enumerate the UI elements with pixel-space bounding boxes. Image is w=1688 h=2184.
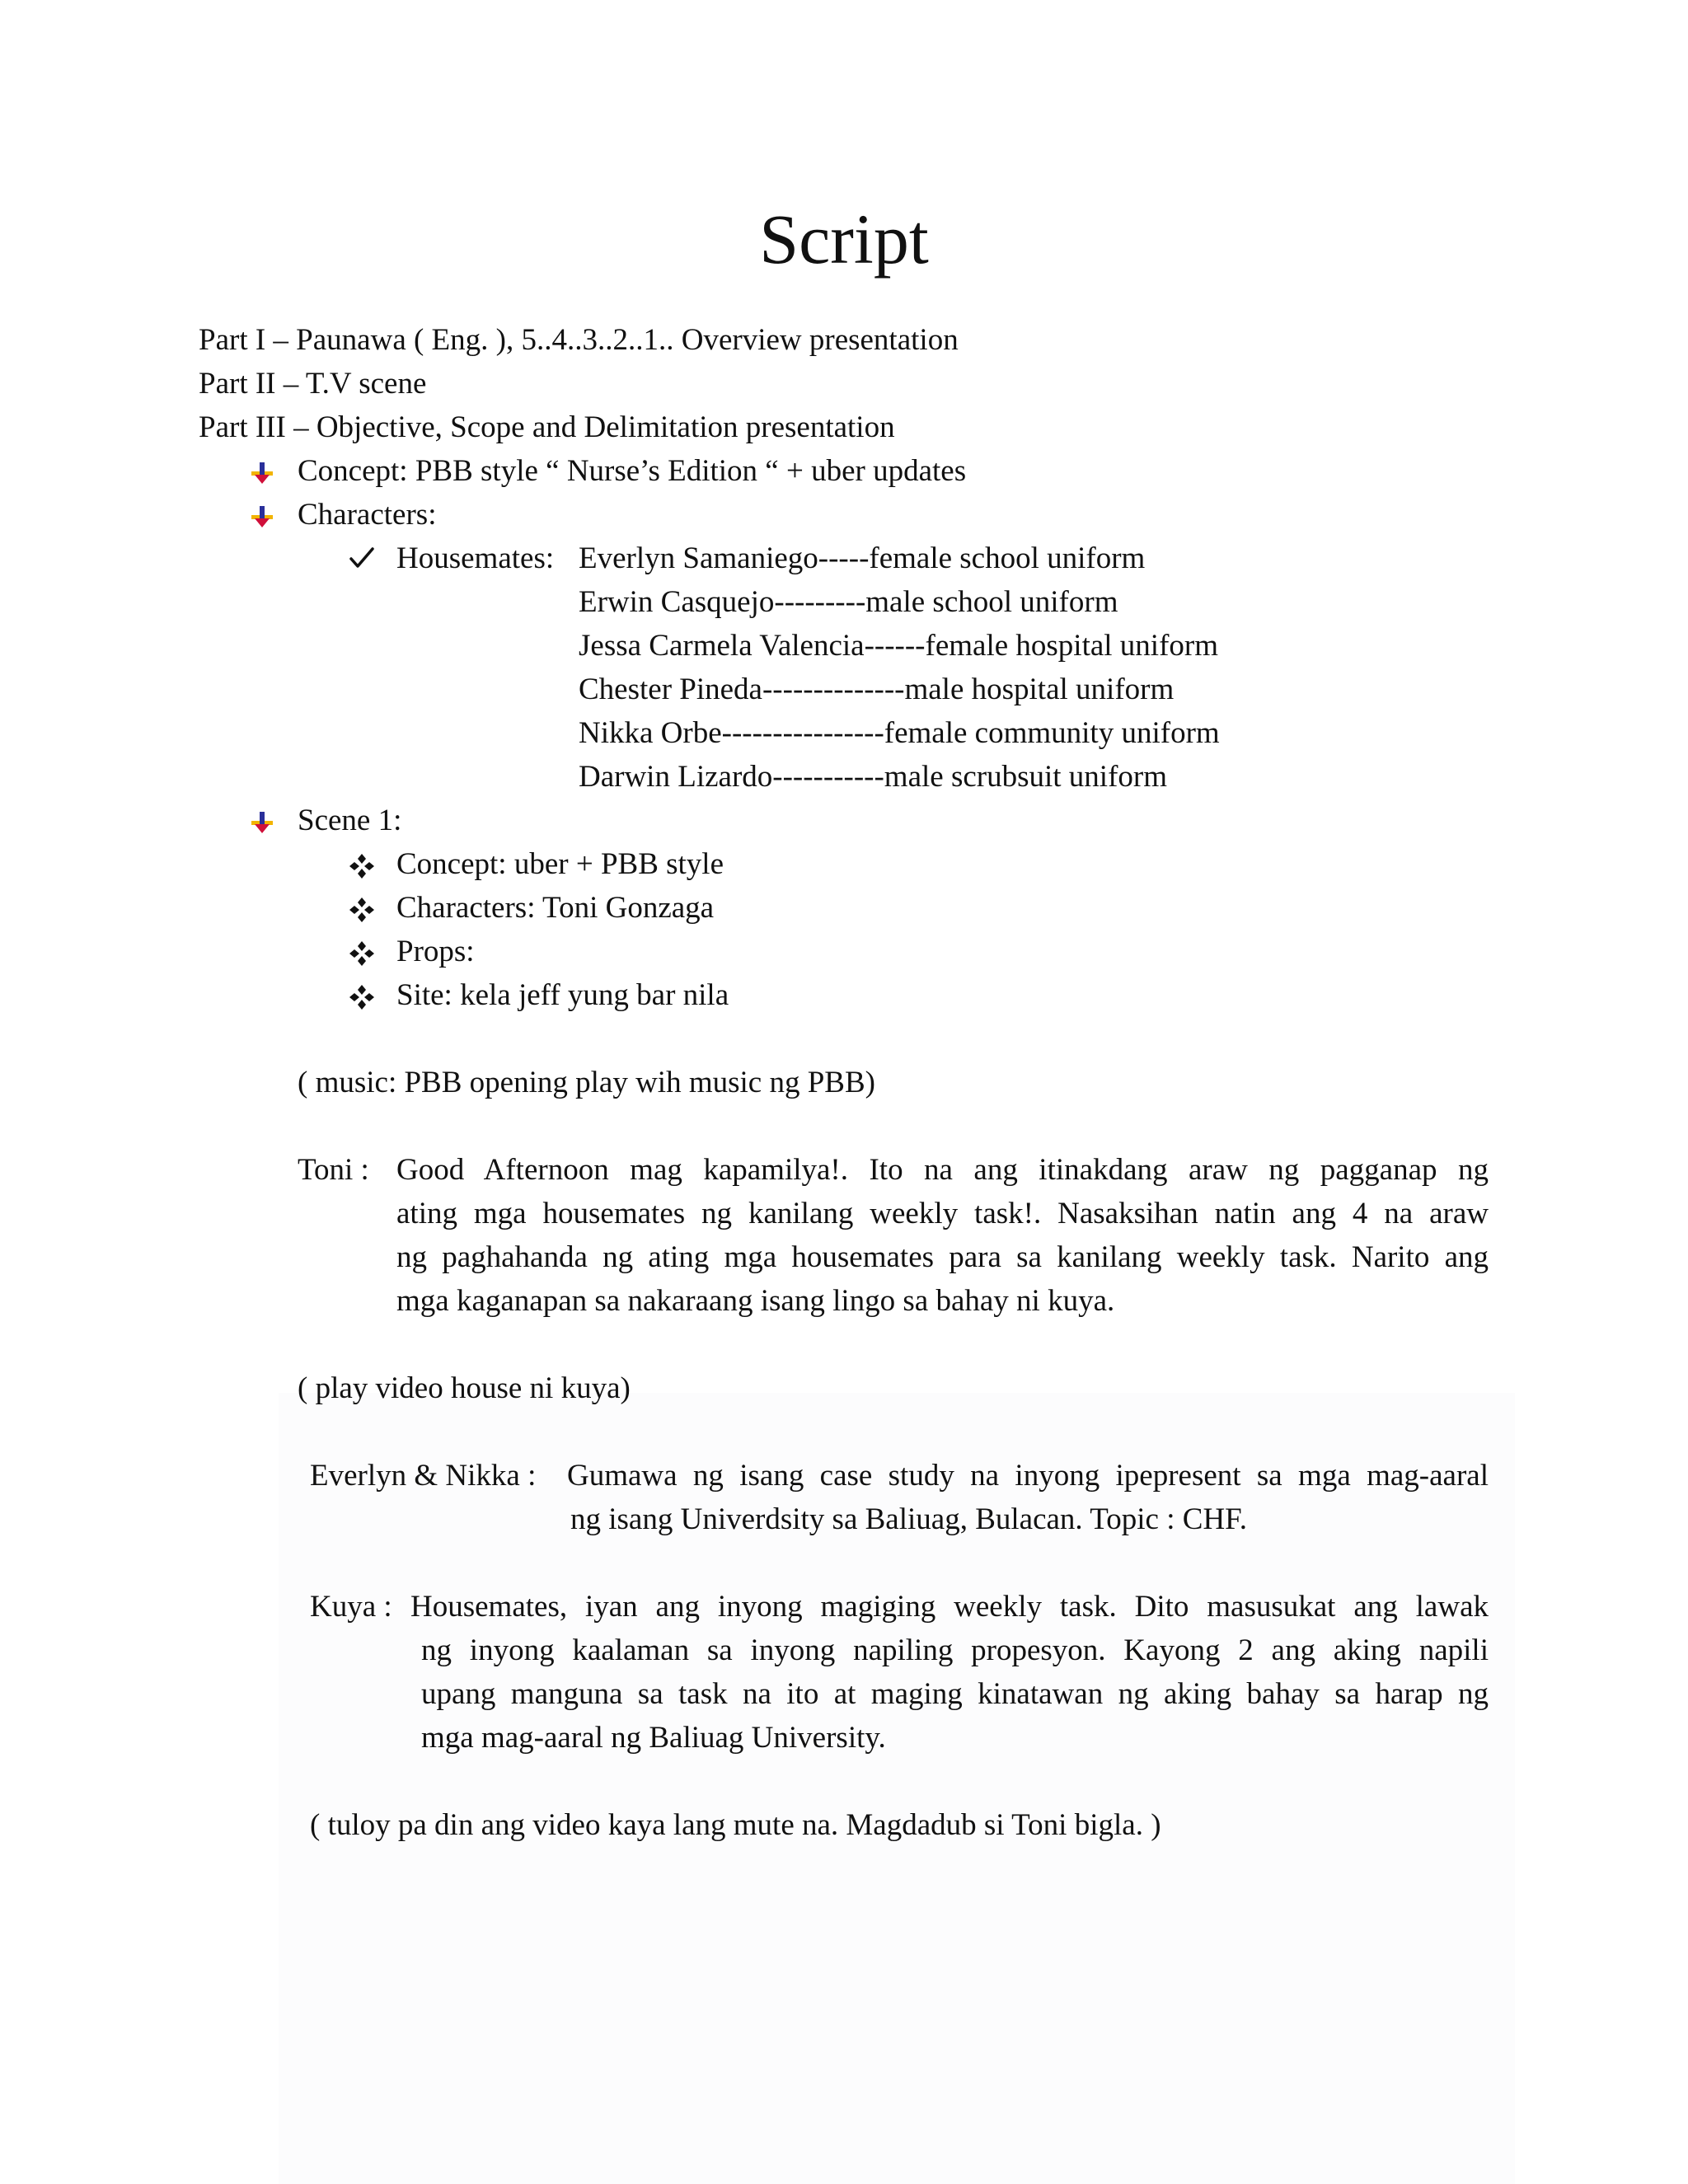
video-note: ( play video house ni kuya) xyxy=(298,1371,631,1405)
housemate-line: Chester Pineda--------------male hospital uniform xyxy=(579,673,1175,706)
toni-speaker: Toni : xyxy=(298,1153,369,1187)
scene1-item: Characters: Toni Gonzaga xyxy=(396,891,715,925)
characters-label: Characters: xyxy=(298,498,437,532)
dialogue-line: mga kaganapan sa nakaraang isang lingo sa bahay ni kuya. xyxy=(396,1284,1115,1318)
four-diamond-bullet-icon xyxy=(348,852,376,880)
housemate-line: Jessa Carmela Valencia------female hospital uniform xyxy=(579,629,1219,663)
kuya-dialogue-first xyxy=(410,1585,1489,1629)
dialogue-line: ng inyong kaalaman sa inyong napiling propesyon. Kayong 2 ang aking napili xyxy=(421,1633,1489,1667)
dialogue-line: ating mga housemates ng kanilang weekly task!. Nasaksihan natin ang 4 na araw xyxy=(396,1197,1489,1230)
everlyn-nikka-speaker: Everlyn & Nikka : xyxy=(310,1459,537,1493)
kuya-dialogue xyxy=(421,1629,1489,1760)
dialogue-line: mga mag-aaral ng Baliuag University. xyxy=(421,1721,886,1755)
toni-dialogue xyxy=(396,1148,1489,1323)
part-2: Part II – T.V scene xyxy=(199,367,427,401)
scene1-item: Site: kela jeff yung bar nila xyxy=(396,978,729,1012)
page-title: Script xyxy=(759,199,929,279)
housemate-line: Nikka Orbe----------------female community uniform xyxy=(579,716,1220,750)
closing-note: ( tuloy pa din ang video kaya lang mute na. Magdadub si Toni bigla. ) xyxy=(310,1808,1161,1842)
four-diamond-bullet-icon xyxy=(348,940,376,968)
arrow-down-bullet-icon xyxy=(250,810,274,835)
housemate-line: Everlyn Samaniego-----female school uniform xyxy=(579,541,1146,575)
arrow-down-bullet-icon xyxy=(250,461,274,485)
kuya-speaker: Kuya : xyxy=(310,1590,392,1624)
dialogue-line: Good Afternoon mag kapamilya!. Ito na ang itinakdang araw ng pagganap ng xyxy=(396,1153,1489,1187)
scene1-item: Props: xyxy=(396,935,475,968)
dialogue-line: upang manguna sa task na ito at maging kinatawan ng aking bahay sa harap ng xyxy=(421,1677,1489,1711)
four-diamond-bullet-icon xyxy=(348,896,376,924)
music-note: ( music: PBB opening play wih music ng PBB) xyxy=(298,1066,875,1099)
housemate-line: Erwin Casquejo---------male school uniform xyxy=(579,585,1118,619)
concept-line: Concept: PBB style “ Nurse’s Edition “ + uber updates xyxy=(298,454,967,488)
part-1: Part I – Paunawa ( Eng. ), 5..4..3..2..1.. Overview presentation xyxy=(199,323,959,357)
arrow-down-bullet-icon xyxy=(250,504,274,529)
part-3: Part III – Objective, Scope and Delimitation presentation xyxy=(199,410,895,444)
housemate-line: Darwin Lizardo-----------male scrubsuit uniform xyxy=(579,760,1168,794)
dialogue-line: ng isang Univerdsity sa Baliuag, Bulacan. Topic : CHF. xyxy=(570,1502,1248,1536)
housemates-label: Housemates: xyxy=(396,541,555,575)
dialogue-line: ng paghahanda ng ating mga housemates para sa kanilang weekly task. Narito ang xyxy=(396,1240,1489,1274)
dialogue-line: Housemates, iyan ang inyong magiging weekly task. Dito masusukat ang lawak xyxy=(410,1590,1489,1624)
scene1-item: Concept: uber + PBB style xyxy=(396,847,724,881)
dialogue-line: Gumawa ng isang case study na inyong ipepresent sa mga mag-aaral xyxy=(567,1459,1489,1493)
checkmark-icon xyxy=(348,544,376,572)
scene1-label: Scene 1: xyxy=(298,804,402,837)
four-diamond-bullet-icon xyxy=(348,983,376,1011)
everlyn-nikka-dialogue xyxy=(567,1454,1489,1497)
